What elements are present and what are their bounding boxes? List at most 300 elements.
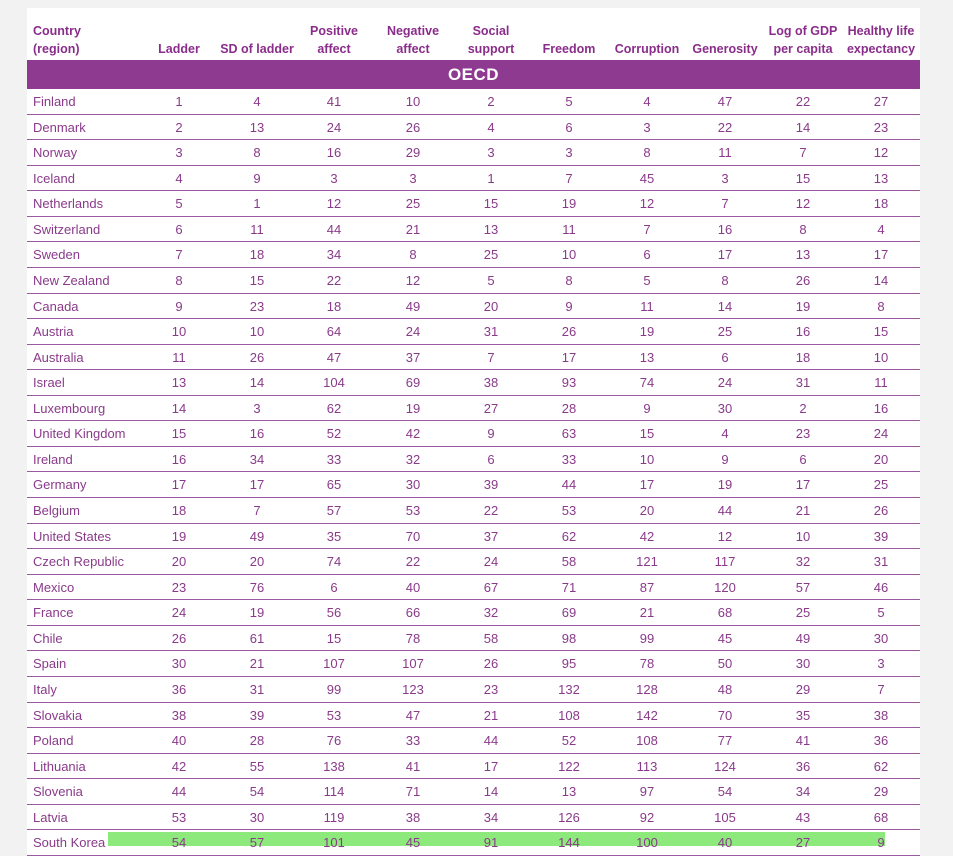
cell-freedom: 58 [561,554,577,570]
cell-social-support: 7 [487,349,495,365]
cell-generosity: 30 [717,400,733,416]
cell-freedom: 53 [561,503,577,518]
cell-healthy-life-expectancy: 27 [873,94,889,109]
cell-generosity: 70 [717,707,733,723]
cell-freedom: 33 [561,451,577,467]
col-country: Country (region) [33,24,81,56]
cell-healthy-life-expectancy: 13 [873,170,889,186]
cell-generosity: 25 [717,324,733,340]
cell-gdp-per-capita: 49 [795,630,811,646]
table-row [27,728,920,754]
cell-negative-affect: 21 [405,221,421,237]
cell-sd-ladder: 1 [253,196,261,212]
cell-freedom: 11 [562,221,576,237]
cell-sd-ladder: 30 [249,809,265,825]
cell-generosity: 54 [717,784,733,800]
cell-positive-affect: 34 [326,247,342,263]
cell-country: Lithuania [33,758,86,774]
cell-negative-affect: 38 [405,809,421,825]
cell-country: Belgium [33,503,80,518]
cell-country: Denmark [33,119,86,135]
col-sd-ladder: SD of ladder [220,42,294,56]
cell-gdp-per-capita: 30 [795,656,811,672]
cell-healthy-life-expectancy: 9 [877,835,885,851]
cell-generosity: 40 [717,835,733,851]
table-row [27,677,920,703]
cell-corruption: 20 [639,503,655,518]
cell-corruption: 6 [643,247,651,263]
cell-country: Finland [33,94,76,109]
cell-corruption: 17 [639,477,655,493]
cell-positive-affect: 64 [326,324,342,340]
cell-social-support: 5 [487,272,495,288]
table-row [27,549,920,575]
cell-ladder: 24 [171,605,187,621]
cell-corruption: 97 [639,784,655,800]
cell-ladder: 10 [171,324,187,340]
cell-sd-ladder: 4 [253,94,261,109]
cell-sd-ladder: 26 [249,349,265,365]
cell-healthy-life-expectancy: 24 [873,426,889,442]
cell-generosity: 24 [717,375,733,391]
cell-ladder: 26 [171,630,187,646]
cell-healthy-life-expectancy: 23 [873,119,889,135]
cell-country: Mexico [33,579,75,595]
table-header [27,8,920,60]
cell-generosity: 45 [717,630,733,646]
cell-corruption: 99 [639,630,655,646]
cell-negative-affect: 37 [405,349,421,365]
cell-healthy-life-expectancy: 20 [873,451,889,467]
cell-country: Czech Republic [33,554,125,570]
cell-ladder: 30 [171,656,187,672]
cell-freedom: 62 [561,528,577,544]
cell-ladder: 19 [171,528,187,544]
cell-corruption: 12 [639,196,655,212]
cell-negative-affect: 69 [405,375,421,391]
cell-freedom: 28 [561,400,577,416]
cell-sd-ladder: 17 [249,477,265,493]
cell-corruption: 78 [639,656,655,672]
table-row [27,498,920,524]
cell-ladder: 5 [175,196,183,212]
cell-gdp-per-capita: 41 [795,733,811,749]
cell-freedom: 6 [565,119,573,135]
table-row [27,626,920,652]
cell-country: Iceland [33,170,75,186]
cell-ladder: 42 [171,758,187,774]
cell-ladder: 54 [171,835,187,851]
cell-sd-ladder: 8 [253,145,261,161]
cell-sd-ladder: 3 [253,400,261,416]
cell-negative-affect: 25 [405,196,421,212]
cell-generosity: 17 [717,247,733,263]
cell-sd-ladder: 9 [253,170,261,186]
cell-generosity: 3 [721,170,729,186]
cell-sd-ladder: 14 [249,375,265,391]
cell-sd-ladder: 76 [249,579,265,595]
table-row [27,830,920,856]
cell-healthy-life-expectancy: 4 [877,221,885,237]
cell-positive-affect: 114 [323,784,345,800]
cell-social-support: 37 [483,528,499,544]
table-row [27,524,920,550]
cell-social-support: 24 [483,554,499,570]
table-row [27,421,920,447]
cell-negative-affect: 40 [405,579,421,595]
cell-gdp-per-capita: 35 [795,707,811,723]
cell-positive-affect: 99 [326,681,342,697]
cell-healthy-life-expectancy: 17 [873,247,889,263]
cell-social-support: 25 [483,247,499,263]
cell-negative-affect: 19 [405,400,421,416]
cell-positive-affect: 107 [323,656,345,672]
cell-freedom: 7 [565,170,573,186]
cell-healthy-life-expectancy: 5 [877,605,885,621]
cell-social-support: 4 [487,119,495,135]
cell-corruption: 10 [639,451,655,467]
cell-positive-affect: 104 [323,375,345,391]
cell-social-support: 26 [483,656,499,672]
cell-negative-affect: 32 [405,451,421,467]
cell-healthy-life-expectancy: 7 [877,681,885,697]
cell-gdp-per-capita: 6 [799,451,807,467]
table-row [27,166,920,192]
col-corruption: Corruption [614,42,680,56]
table-row [27,600,920,626]
cell-corruption: 74 [639,375,655,391]
cell-sd-ladder: 7 [253,503,261,518]
ranking-table [27,8,920,856]
table-row [27,472,920,498]
cell-country: Slovakia [33,707,83,723]
cell-corruption: 5 [643,272,651,288]
cell-positive-affect: 65 [326,477,342,493]
cell-social-support: 44 [483,733,499,749]
cell-corruption: 9 [643,400,651,416]
cell-social-support: 38 [483,375,499,391]
cell-healthy-life-expectancy: 39 [873,528,889,544]
cell-generosity: 16 [717,221,733,237]
cell-healthy-life-expectancy: 16 [873,400,889,416]
cell-social-support: 14 [483,784,499,800]
table-row [27,115,920,141]
cell-positive-affect: 41 [326,94,342,109]
cell-country: Chile [33,630,63,646]
cell-social-support: 32 [483,605,499,621]
table-row [27,805,920,831]
cell-negative-affect: 41 [405,758,421,774]
cell-social-support: 20 [483,298,499,314]
cell-country: United Kingdom [33,426,126,442]
cell-generosity: 77 [717,733,733,749]
cell-country: Italy [33,681,57,697]
cell-social-support: 3 [487,145,495,161]
cell-healthy-life-expectancy: 26 [873,503,889,518]
cell-negative-affect: 70 [405,528,421,544]
cell-sd-ladder: 39 [249,707,265,723]
cell-freedom: 5 [565,94,573,109]
cell-gdp-per-capita: 23 [795,426,811,442]
cell-sd-ladder: 34 [249,451,265,467]
cell-ladder: 40 [171,733,187,749]
cell-healthy-life-expectancy: 30 [873,630,889,646]
cell-negative-affect: 71 [405,784,421,800]
cell-gdp-per-capita: 2 [799,400,807,416]
cell-social-support: 39 [483,477,499,493]
cell-ladder: 2 [175,119,183,135]
cell-gdp-per-capita: 36 [795,758,811,774]
table-row [27,89,920,115]
table-body [27,89,920,856]
cell-freedom: 108 [558,707,580,723]
cell-country: New Zealand [33,272,110,288]
cell-freedom: 9 [565,298,573,314]
table-row [27,779,920,805]
cell-gdp-per-capita: 29 [795,681,811,697]
cell-negative-affect: 30 [405,477,421,493]
cell-healthy-life-expectancy: 18 [873,196,889,212]
cell-generosity: 11 [718,145,732,161]
cell-healthy-life-expectancy: 12 [873,145,889,161]
cell-gdp-per-capita: 17 [795,477,811,493]
cell-sd-ladder: 11 [250,221,264,237]
cell-sd-ladder: 28 [249,733,265,749]
cell-positive-affect: 15 [326,630,342,646]
cell-corruption: 121 [636,554,658,570]
cell-sd-ladder: 13 [249,119,265,135]
cell-sd-ladder: 20 [249,554,265,570]
cell-corruption: 100 [636,835,658,851]
cell-healthy-life-expectancy: 8 [877,298,885,314]
cell-positive-affect: 62 [326,400,342,416]
table-row [27,651,920,677]
cell-positive-affect: 33 [326,451,342,467]
col-social-support: Social support [467,24,515,56]
cell-corruption: 142 [636,707,658,723]
cell-freedom: 17 [561,349,577,365]
cell-positive-affect: 74 [326,554,342,570]
cell-country: Luxembourg [33,400,106,416]
col-freedom: Freedom [542,42,596,56]
cell-freedom: 95 [561,656,577,672]
cell-social-support: 6 [487,451,495,467]
cell-gdp-per-capita: 12 [795,196,811,212]
cell-sd-ladder: 57 [249,835,265,851]
cell-freedom: 63 [561,426,577,442]
cell-gdp-per-capita: 19 [795,298,811,314]
col-negative-affect: Negative affect [386,24,440,56]
cell-ladder: 16 [171,451,187,467]
cell-corruption: 8 [643,145,651,161]
cell-positive-affect: 56 [326,605,342,621]
cell-generosity: 44 [717,503,733,518]
cell-ladder: 11 [172,349,186,365]
cell-generosity: 68 [717,605,733,621]
cell-corruption: 45 [639,170,655,186]
col-generosity: Generosity [692,42,758,56]
cell-healthy-life-expectancy: 62 [873,758,889,774]
cell-negative-affect: 3 [409,170,417,186]
cell-corruption: 15 [639,426,655,442]
cell-sd-ladder: 15 [249,272,265,288]
cell-country: United States [33,528,112,544]
cell-gdp-per-capita: 57 [795,579,811,595]
cell-gdp-per-capita: 32 [795,554,811,570]
cell-generosity: 4 [721,426,729,442]
col-ladder: Ladder [158,42,200,56]
cell-country: Austria [33,324,74,340]
table-row [27,754,920,780]
cell-gdp-per-capita: 14 [795,119,811,135]
cell-country: Norway [33,145,78,161]
cell-negative-affect: 26 [405,119,421,135]
cell-positive-affect: 12 [326,196,342,212]
cell-ladder: 17 [171,477,187,493]
cell-freedom: 13 [561,784,577,800]
cell-positive-affect: 76 [326,733,342,749]
cell-generosity: 9 [721,451,729,467]
cell-freedom: 71 [561,579,577,595]
col-positive-affect: Positive affect [310,24,358,56]
cell-positive-affect: 52 [326,426,342,442]
cell-gdp-per-capita: 13 [795,247,811,263]
cell-positive-affect: 24 [326,119,342,135]
cell-generosity: 124 [714,758,736,774]
cell-ladder: 18 [171,503,187,518]
cell-sd-ladder: 10 [249,324,265,340]
cell-negative-affect: 45 [405,835,421,851]
cell-negative-affect: 49 [405,298,421,314]
cell-negative-affect: 66 [405,605,421,621]
cell-negative-affect: 10 [405,94,421,109]
cell-corruption: 13 [639,349,655,365]
table-row [27,575,920,601]
cell-gdp-per-capita: 10 [795,528,811,544]
cell-country: Poland [33,733,74,749]
cell-positive-affect: 44 [326,221,342,237]
cell-social-support: 31 [483,324,499,340]
cell-gdp-per-capita: 15 [795,170,811,186]
cell-sd-ladder: 19 [249,605,265,621]
cell-generosity: 105 [714,809,736,825]
cell-positive-affect: 3 [330,170,338,186]
cell-country: Ireland [33,451,73,467]
cell-country: South Korea [33,835,106,851]
col-gdp-per-capita: Log of GDP per capita [768,24,838,56]
cell-social-support: 21 [483,707,499,723]
cell-ladder: 15 [171,426,187,442]
cell-freedom: 52 [561,733,577,749]
cell-corruption: 19 [639,324,655,340]
cell-sd-ladder: 55 [249,758,265,774]
cell-ladder: 7 [175,247,183,263]
cell-social-support: 9 [487,426,495,442]
cell-positive-affect: 119 [323,809,345,825]
cell-positive-affect: 57 [326,503,342,518]
cell-freedom: 132 [558,681,580,697]
cell-sd-ladder: 61 [249,630,265,646]
cell-gdp-per-capita: 21 [795,503,811,518]
cell-gdp-per-capita: 25 [795,605,811,621]
cell-positive-affect: 47 [326,349,342,365]
cell-positive-affect: 101 [323,835,345,851]
table-row [27,370,920,396]
cell-gdp-per-capita: 43 [795,809,811,825]
cell-sd-ladder: 23 [249,298,265,314]
cell-freedom: 19 [561,196,577,212]
cell-gdp-per-capita: 34 [795,784,811,800]
cell-healthy-life-expectancy: 36 [873,733,889,749]
cell-generosity: 48 [717,681,733,697]
cell-freedom: 144 [558,835,580,851]
cell-corruption: 42 [639,528,655,544]
cell-ladder: 23 [171,579,187,595]
cell-freedom: 69 [561,605,577,621]
cell-generosity: 117 [714,554,736,570]
cell-positive-affect: 16 [326,145,342,161]
col-healthy-life-expectancy: Healthy life expectancy [846,24,916,56]
cell-negative-affect: 78 [405,630,421,646]
cell-generosity: 8 [721,272,729,288]
cell-ladder: 36 [171,681,187,697]
cell-healthy-life-expectancy: 25 [873,477,889,493]
cell-healthy-life-expectancy: 38 [873,707,889,723]
cell-negative-affect: 33 [405,733,421,749]
cell-country: Slovenia [33,784,83,800]
cell-ladder: 14 [171,400,187,416]
cell-sd-ladder: 54 [249,784,265,800]
cell-ladder: 9 [175,298,183,314]
cell-positive-affect: 22 [326,272,342,288]
cell-country: Australia [33,349,84,365]
cell-corruption: 87 [639,579,655,595]
cell-social-support: 67 [483,579,499,595]
cell-positive-affect: 6 [330,579,338,595]
cell-country: France [33,605,74,621]
cell-country: Canada [33,298,79,314]
cell-freedom: 10 [561,247,577,263]
cell-freedom: 98 [561,630,577,646]
cell-freedom: 126 [558,809,580,825]
cell-ladder: 53 [171,809,187,825]
cell-negative-affect: 107 [402,656,424,672]
table-row [27,268,920,294]
cell-country: Latvia [33,809,68,825]
cell-positive-affect: 18 [326,298,342,314]
cell-ladder: 20 [171,554,187,570]
cell-freedom: 93 [561,375,577,391]
cell-freedom: 44 [561,477,577,493]
cell-positive-affect: 35 [326,528,342,544]
cell-country: Germany [33,477,87,493]
cell-ladder: 44 [171,784,187,800]
cell-ladder: 38 [171,707,187,723]
cell-ladder: 13 [171,375,187,391]
cell-gdp-per-capita: 26 [795,272,811,288]
cell-ladder: 6 [175,221,183,237]
cell-healthy-life-expectancy: 31 [873,554,889,570]
cell-generosity: 6 [721,349,729,365]
cell-generosity: 14 [717,298,733,314]
cell-country: Switzerland [33,221,101,237]
table-row [27,345,920,371]
cell-generosity: 120 [714,579,736,595]
cell-corruption: 11 [640,298,654,314]
cell-positive-affect: 53 [326,707,342,723]
cell-gdp-per-capita: 16 [795,324,811,340]
table-row [27,703,920,729]
